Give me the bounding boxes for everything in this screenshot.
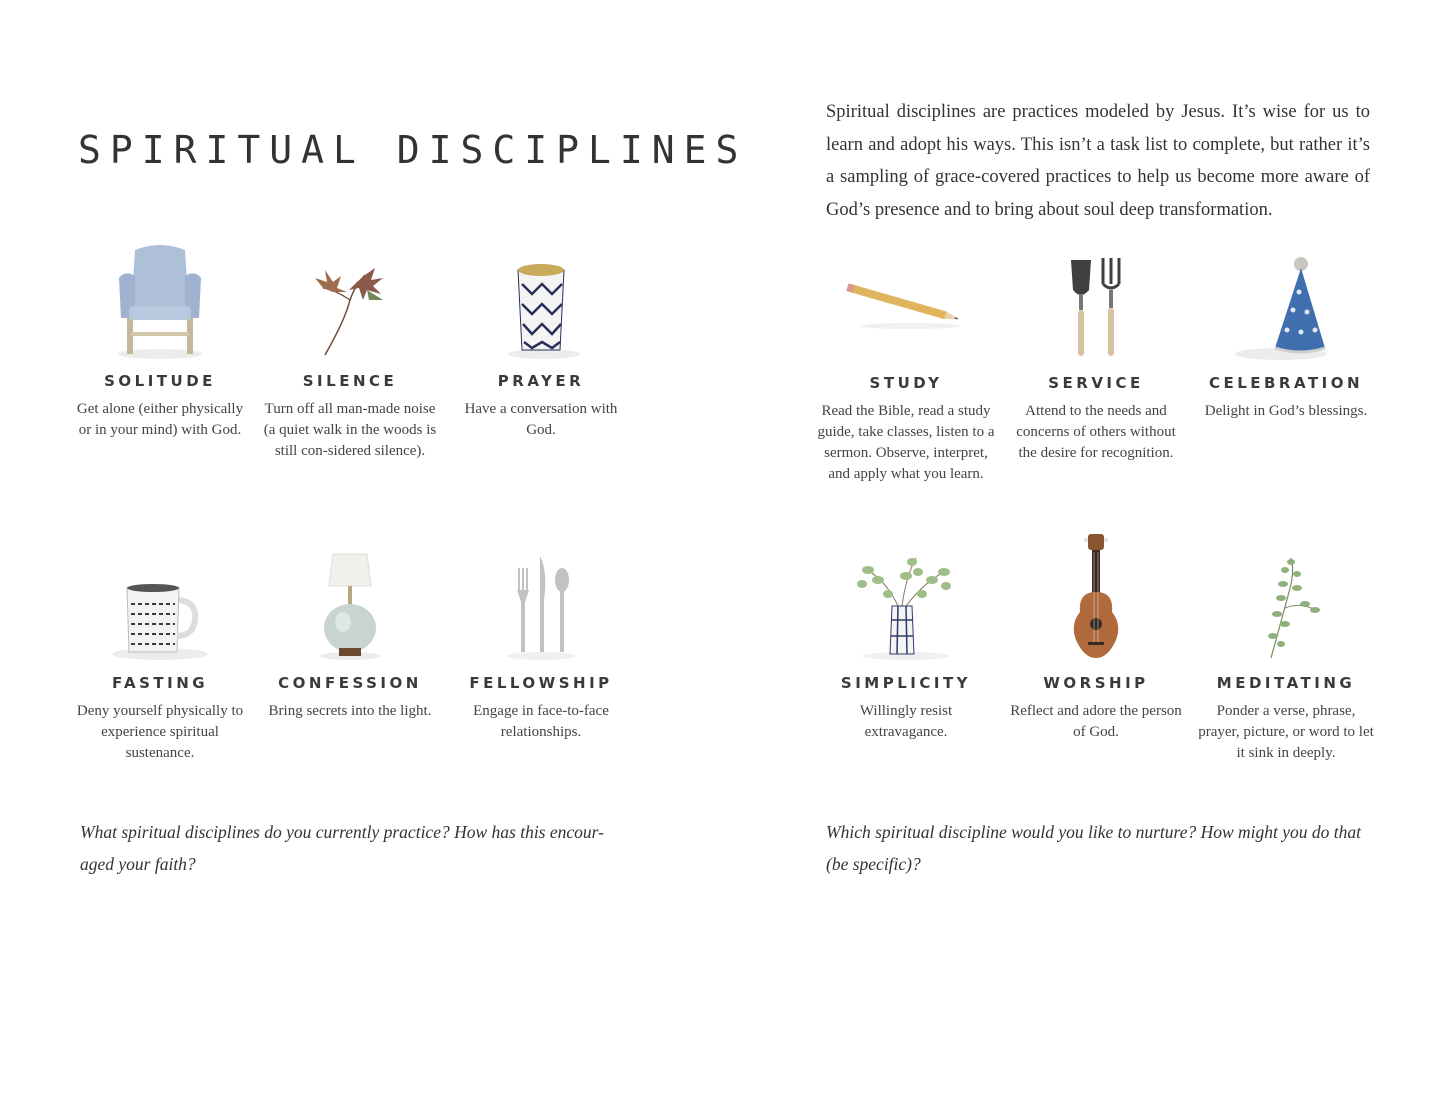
discipline-study bbox=[811, 240, 1001, 485]
discipline-fasting bbox=[65, 540, 255, 764]
discipline-solitude bbox=[65, 238, 255, 441]
armchair-icon bbox=[105, 240, 215, 360]
discipline-fellowship bbox=[446, 540, 636, 743]
discipline-name: WORSHIP bbox=[1043, 674, 1149, 692]
discipline-name: SOLITUDE bbox=[104, 372, 216, 390]
patterned-cup-icon bbox=[496, 250, 586, 360]
discipline-description: Willingly resist extravagance. bbox=[859, 703, 953, 740]
leaf-sprig-icon bbox=[305, 260, 395, 360]
discipline-name: CELEBRATION bbox=[1208, 374, 1364, 392]
discipline-description: Read the Bible, read a study guide, take classes, listen to a sermon. Observe, interpret, and apply what you learn. bbox=[817, 403, 995, 482]
right-page bbox=[720, 0, 1445, 1101]
garden-tools-icon bbox=[1051, 250, 1141, 362]
vase-branches-icon bbox=[846, 550, 966, 662]
table-lamp-icon bbox=[305, 550, 395, 662]
discipline-description: Delight in God’s blessings. bbox=[1204, 403, 1368, 419]
discipline-name: SILENCE bbox=[302, 372, 398, 390]
ukulele-icon bbox=[1056, 532, 1136, 662]
discipline-description: Turn off all man-made noise (a quiet walk in the woods is still con-sidered silence). bbox=[263, 401, 437, 459]
reflection-question: What spiritual disciplines do you currently practice? How has this encour-aged your faith? bbox=[80, 822, 604, 874]
page-title: SPIRITUAL DISCIPLINES bbox=[78, 128, 748, 172]
pencil-icon bbox=[841, 274, 971, 334]
discipline-description: Ponder a verse, phrase, prayer, picture, or word to let it sink in deeply. bbox=[1198, 703, 1374, 761]
herb-sprig-icon bbox=[1241, 552, 1331, 662]
discipline-name: FASTING bbox=[111, 674, 209, 692]
discipline-description: Get alone (either physically or in your mind) with God. bbox=[76, 401, 244, 438]
discipline-name: SERVICE bbox=[1048, 374, 1144, 392]
discipline-description: Have a conversation with God. bbox=[464, 401, 618, 438]
discipline-name: MEDITATING bbox=[1216, 674, 1356, 692]
discipline-name: PRAYER bbox=[497, 372, 585, 390]
discipline-description: Engage in face-to-face relationships. bbox=[473, 703, 609, 740]
discipline-meditating bbox=[1191, 540, 1381, 764]
discipline-silence bbox=[255, 238, 445, 462]
discipline-service bbox=[1001, 240, 1191, 464]
discipline-name: STUDY bbox=[869, 374, 943, 392]
striped-mug-icon bbox=[105, 562, 215, 662]
discipline-name: CONFESSION bbox=[278, 674, 422, 692]
intro-paragraph: Spiritual disciplines are practices modeled by Jesus. It’s wise for us to learn and adopt his ways. This isn’t a task list to complete, but rather it’s a sampling of grace-covered practices to help us become more aware of God’s presence and to bring about soul deep transformation. bbox=[826, 102, 1370, 220]
cutlery-icon bbox=[496, 552, 586, 662]
discipline-confession bbox=[255, 540, 445, 722]
discipline-prayer bbox=[446, 238, 636, 441]
discipline-description: Deny yourself physically to experience spiritual sustenance. bbox=[76, 703, 244, 761]
discipline-description: Attend to the needs and concerns of others without the desire for recognition. bbox=[1016, 403, 1176, 461]
reflection-question: Which spiritual discipline would you like to nurture? How might you do that (be specific)? bbox=[826, 822, 1362, 874]
discipline-description: Bring secrets into the light. bbox=[268, 703, 432, 719]
discipline-description: Reflect and adore the person of God. bbox=[1010, 703, 1182, 740]
discipline-name: SIMPLICITY bbox=[840, 674, 972, 692]
party-hat-icon bbox=[1231, 252, 1341, 362]
discipline-name: FELLOWSHIP bbox=[469, 674, 613, 692]
discipline-worship bbox=[1001, 540, 1191, 743]
discipline-simplicity bbox=[811, 540, 1001, 743]
discipline-celebration bbox=[1191, 240, 1381, 422]
